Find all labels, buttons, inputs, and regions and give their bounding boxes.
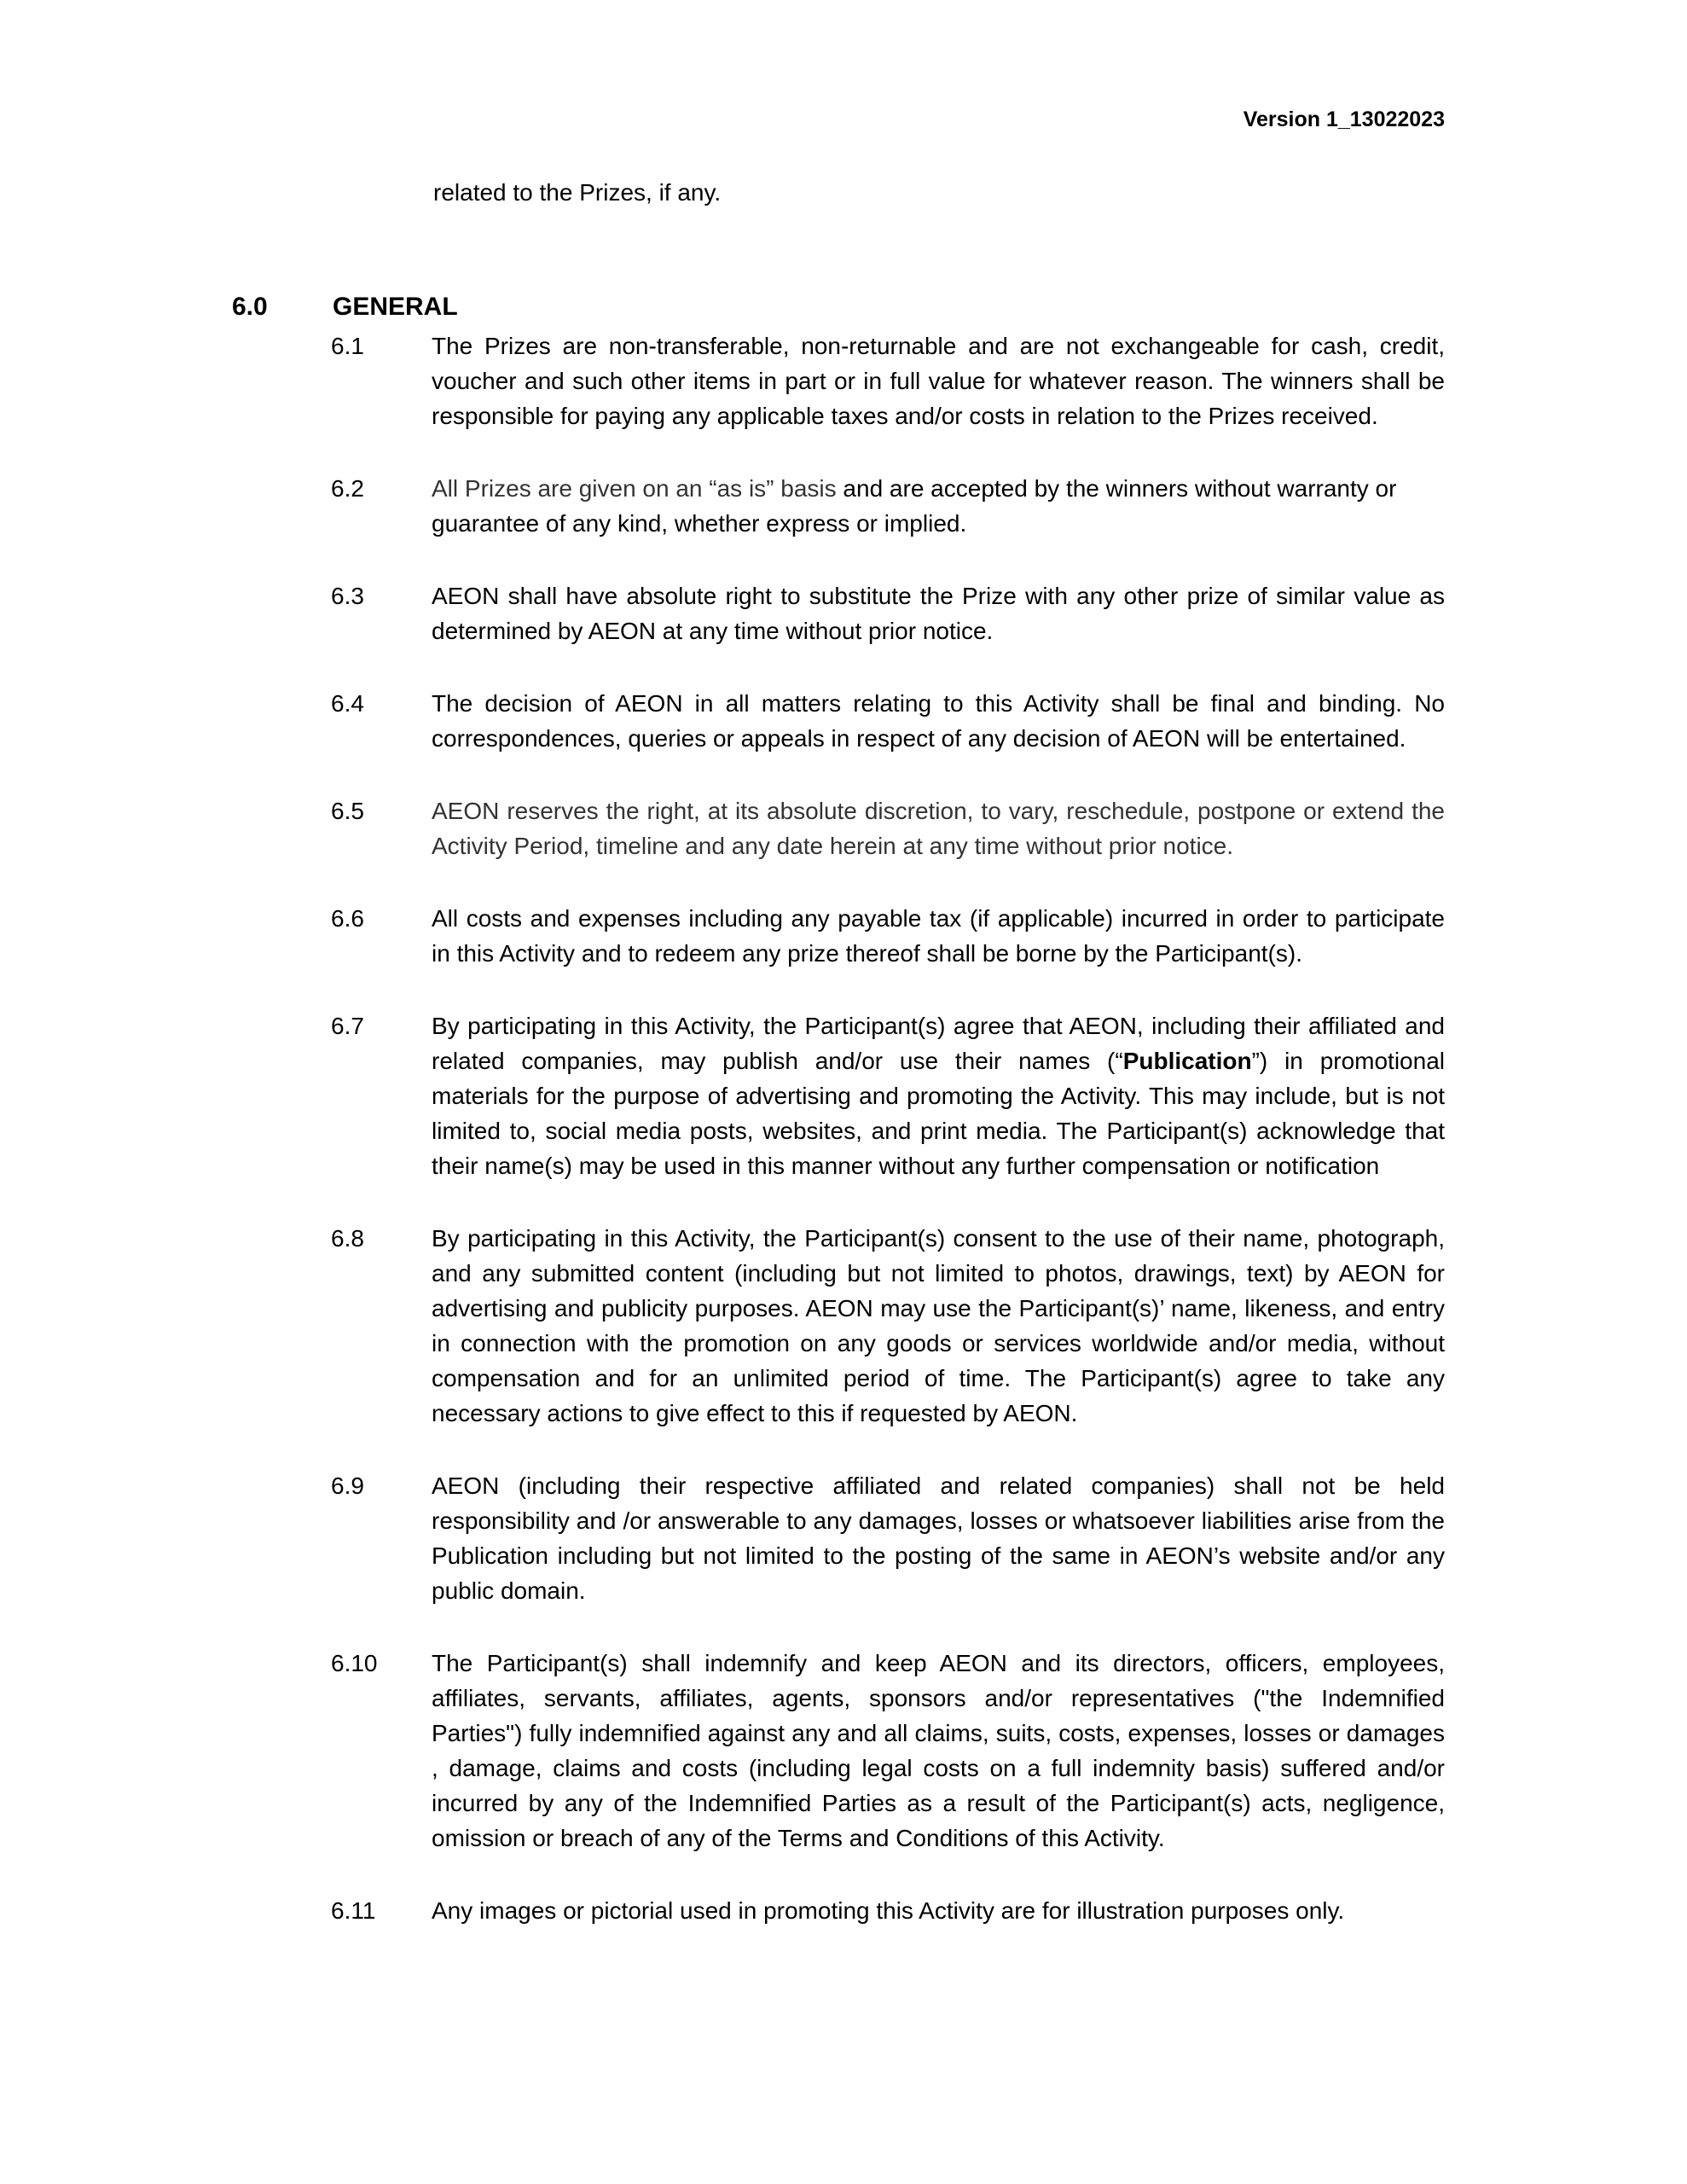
clause-number: 6.8 [331,1225,364,1252]
clause-number: 6.4 [331,690,364,717]
publication-term: Publication [1122,1048,1252,1074]
clause-6-6 [331,901,1445,971]
clause-text [432,1008,1445,1183]
clause-6-4 [331,686,1445,756]
clause-text [432,471,1445,541]
clause-text: AEON shall have absolute right to substitute the Prize with any other prize of similar value as determined by AEON at any time without prior notice. [432,583,1445,644]
clause-text-before: By participating in this Activity, the Participant(s) agree that AEON, including their affiliated and related companies, may publish and/or use their names (“ [432,1013,1445,1074]
clause-text-rest: and are accepted by the winners without warranty or guarantee of any kind, whether express or implied. [432,475,1397,537]
clause-text: Any images or pictorial used in promoting this Activity are for illustration purposes only. [432,1897,1345,1924]
clause-text: AEON reserves the right, at its absolute discretion, to vary, reschedule, postpone or extend the Activity Period, timeline and any date herein at any time without prior notice. [432,798,1445,859]
clause-text: The Prizes are non-transferable, non-returnable and are not exchangeable for cash, credit, voucher and such other items in part or in full value for whatever reason. The winners shall be responsible for paying any applicable taxes and/or costs in relation to the Prizes received. [432,333,1445,429]
clause-6-3 [331,578,1445,648]
clause-text: All costs and expenses including any payable tax (if applicable) incurred in order to participate in this Activity and to redeem any prize thereof shall be borne by the Participant(s). [432,905,1445,967]
clause-text: The Participant(s) shall indemnify and keep AEON and its directors, officers, employees, affiliates, servants, affiliates, agents, sponsors and/or representatives ("the Indemnified Parties") fully indemnified against any and all claims, suits, costs, expenses, losses or damages , damage, claims and costs (including legal costs on a full indemnity basis) suffered and/or incurred by any of the Indemnified Parties as a result of the Participant(s) acts, negligence, omission or breach of any of the Terms and Conditions of this Activity. [432,1650,1445,1851]
clause-number: 6.11 [331,1897,376,1924]
clause-text-lead: All Prizes are given on an “as is” basis [432,475,837,502]
clause-text: By participating in this Activity, the Participant(s) consent to the use of their name, photograph, and any submitted content (including but not limited to photos, drawings, text) by AEON for advertising and publicity purposes. AEON may use the Participant(s)’ name, likeness, and entry in connection with the promotion on any goods or services worldwide and/or media, without compensation and for an unlimited period of time. The Participant(s) agree to take any necessary actions to give effect to this if requested by AEON. [432,1225,1445,1426]
clause-6-1 [331,328,1445,433]
clause-number: 6.6 [331,905,364,932]
clause-number: 6.3 [331,583,364,609]
clause-list [331,328,1445,1966]
clause-number: 6.10 [331,1650,378,1676]
continuation-text: related to the Prizes, if any. [433,179,722,206]
clause-6-9 [331,1468,1445,1608]
clause-number: 6.2 [331,475,364,502]
section-number: 6.0 [232,293,268,321]
clause-text-after: ”) in promotional materials for the purpose of advertising and promoting the Activity. This may include, but is not limited to, social media posts, websites, and print media. The Participant(s) acknowledge that their name(s) may be used in this manner without any further compensation or notification [432,1048,1445,1179]
clause-6-8 [331,1221,1445,1431]
clause-number: 6.9 [331,1472,364,1499]
clause-6-7 [331,1008,1445,1183]
clause-number: 6.7 [331,1013,364,1039]
clause-6-11 [331,1893,1445,1928]
clause-6-2 [331,471,1445,541]
clause-number: 6.1 [331,333,364,359]
version-label: Version 1_13022023 [1243,107,1445,131]
clause-6-5 [331,793,1445,863]
clause-number: 6.5 [331,798,364,824]
clause-text: AEON (including their respective affiliated and related companies) shall not be held responsibility and /or answerable to any damages, losses or whatsoever liabilities arise from the Publication including but not limited to the posting of the same in AEON’s website and/or any public domain. [432,1472,1445,1604]
section-title: GENERAL [333,293,458,321]
clause-text: The decision of AEON in all matters relating to this Activity shall be final and binding. No correspondences, queries or appeals in respect of any decision of AEON will be entertained. [432,690,1445,752]
clause-6-10 [331,1646,1445,1856]
